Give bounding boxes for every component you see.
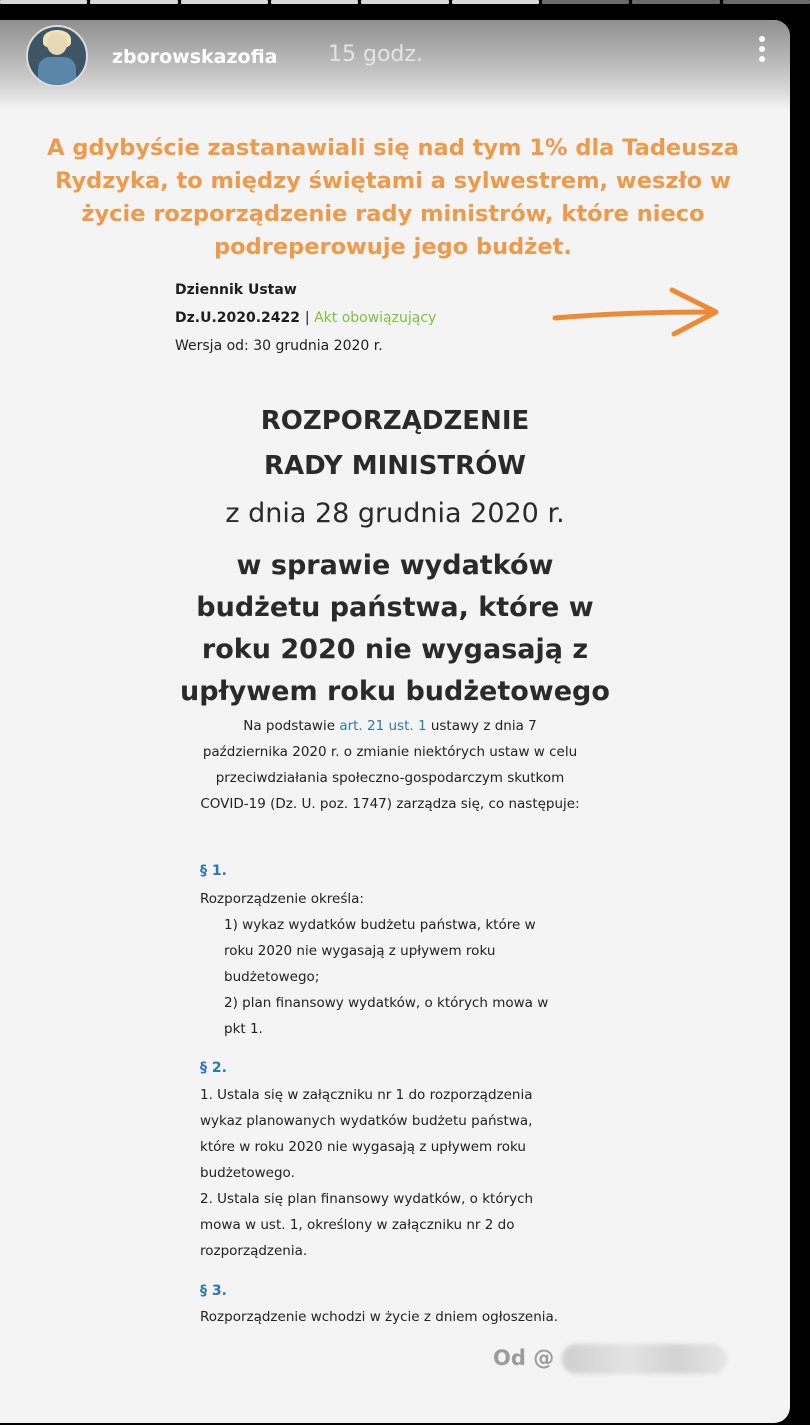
doc-reference-row	[175, 310, 436, 326]
avatar-face	[47, 33, 67, 55]
preamble-after: ustawy z dnia 7 października 2020 r. o zmianie niektórych ustaw w celu przeciwdziałania społeczno-gospodarczym skutkom COVID-19 (Dz. U. poz. 1747) zarządza się, co następuje:	[200, 718, 580, 812]
arrow-right-icon	[550, 282, 730, 342]
doc-reference: Dz.U.2020.2422	[175, 310, 301, 326]
doc-separator: |	[304, 310, 315, 326]
doc-date: z dnia 28 grudnia 2020 r.	[225, 498, 565, 529]
username[interactable]: zborowskazofia	[112, 46, 278, 68]
progress-segment	[361, 0, 448, 4]
doc-subject: w sprawie wydatków budżetu państwa, które w roku 2020 nie wygasają z upływem roku budżetowego	[180, 550, 610, 707]
doc-status[interactable]: Akt obowiązujący	[314, 310, 437, 326]
progress-segment	[0, 0, 87, 4]
section-1-heading[interactable]: § 1.	[200, 863, 227, 879]
progress-segment	[542, 0, 629, 4]
more-options-icon[interactable]	[755, 36, 769, 72]
avatar-body	[38, 57, 76, 87]
story-caption: A gdybyście zastanawiali się nad tym 1% dla Tadeusza Rydzyka, to między świętami a sylwestrem, weszło w życie rozporządzenie rady ministrów, które nieco podreperowuje jego budżet.	[47, 135, 739, 260]
blurred-handle	[562, 1344, 727, 1374]
story-progress-bar	[0, 0, 810, 4]
progress-segment	[90, 0, 177, 4]
section-1-point-1: 1) wykaz wydatków budżetu państwa, które w roku 2020 nie wygasają z upływem roku budżetowego;	[224, 917, 536, 985]
section-3-heading[interactable]: § 3.	[200, 1283, 227, 1299]
progress-segment	[452, 0, 539, 4]
doc-version: Wersja od: 30 grudnia 2020 r.	[175, 338, 383, 354]
section-2-point-2: 2. Ustala się plan finansowy wydatków, o których mowa w ust. 1, określony w załączniku nr 2 do rozporządzenia.	[200, 1191, 534, 1259]
progress-segment	[181, 0, 268, 4]
doc-preamble	[200, 713, 580, 817]
source-watermark: Od @	[493, 1346, 555, 1370]
story-content[interactable]	[0, 20, 790, 1423]
section-1-point-2: 2) plan finansowy wydatków, o których mowa w pkt 1.	[224, 995, 549, 1037]
post-time: 15 godz.	[328, 42, 423, 67]
section-1-intro: Rozporządzenie określa:	[200, 891, 364, 907]
preamble-link[interactable]: art. 21 ust. 1	[339, 718, 427, 734]
progress-segment	[632, 0, 719, 4]
doc-title-line1: ROZPORZĄDZENIE	[260, 406, 530, 436]
section-2-heading[interactable]: § 2.	[200, 1060, 227, 1076]
section-2-point-1: 1. Ustala się w załączniku nr 1 do rozporządzenia wykaz planowanych wydatków budżetu państwa, które w roku 2020 nie wygasają z upływem roku budżetowego.	[200, 1087, 533, 1181]
section-3-text: Rozporządzenie wchodzi w życie z dniem ogłoszenia.	[200, 1309, 559, 1325]
doc-source: Dziennik Ustaw	[175, 282, 297, 298]
progress-segment	[271, 0, 358, 4]
preamble-before: Na podstawie	[243, 718, 340, 734]
doc-title-line2: RADY MINISTRÓW	[264, 451, 526, 481]
progress-segment	[723, 0, 810, 4]
avatar[interactable]	[26, 25, 88, 87]
